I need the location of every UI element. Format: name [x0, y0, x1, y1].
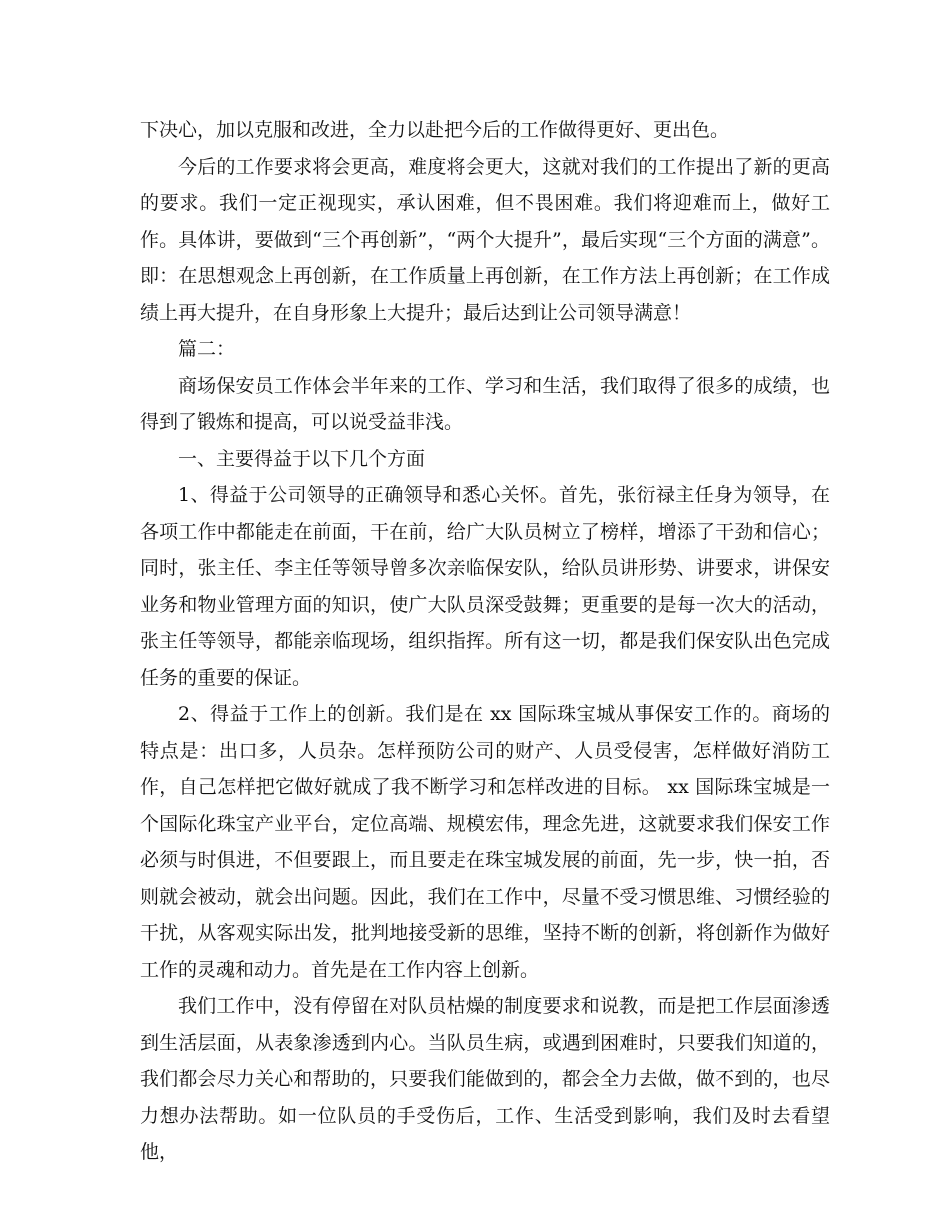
- section-heading-part-two: 篇二：: [178, 338, 236, 360]
- paragraph-point-2: 2、得益于工作上的创新。我们是在 xx 国际珠宝城从事保安工作的。商场的特点是：出口多，人员杂。怎样预防公司的财产、人员受侵害，怎样做好消防工作，自己怎样把它做好就成了我不断学习和怎样改进的目标。 xx 国际珠宝城是一个国际化珠宝产业平台，定位高端、规模宏伟，理念先进，这就要求我们保安工作必须与时俱进，不但要跟上，而且要走在珠宝城发展的前面，先一步，快一拍，否则就会被动，就会出问题。因此，我们在工作中，尽量不受习惯思维、习惯经验的干扰，从客观实际出发，批判地接受新的思维，坚持不断的创新，将创新作为做好工作的灵魂和动力。首先是在工作内容上创新。: [140, 703, 830, 981]
- paragraph-continuation: 下决心，加以克服和改进，全力以赴把今后的工作做得更好、更出色。: [140, 119, 730, 141]
- document-body: [140, 112, 830, 1171]
- paragraph-requirements: 今后的工作要求将会更高，难度将会更大，这就对我们的工作提出了新的更高的要求。我们一定正视现实，承认困难，但不畏困难。我们将迎难而上，做好工作。具体讲，要做到“三个再创新”，“两个大提升”，最后实现“三个方面的满意”。即：在思想观念上再创新，在工作质量上再创新，在工作方法上再创新；在工作成绩上再大提升，在自身形象上大提升；最后达到让公司领导满意！: [140, 155, 830, 324]
- paragraph-intro: 商场保安员工作体会半年来的工作、学习和生活，我们取得了很多的成绩，也得到了锻炼和提高，可以说受益非浅。: [140, 374, 830, 433]
- paragraph-point-1: 1、得益于公司领导的正确领导和悉心关怀。首先，张衍禄主任身为领导，在各项工作中都能走在前面，干在前，给广大队员树立了榜样，增添了干劲和信心；同时，张主任、李主任等领导曾多次亲临保安队，给队员讲形势、讲要求，讲保安业务和物业管理方面的知识，使广大队员深受鼓舞；更重要的是每一次大的活动，张主任等领导，都能亲临现场，组织指挥。所有这一切，都是我们保安队出色完成任务的重要的保证。: [140, 484, 830, 689]
- section-heading-benefits: 一、主要得益于以下几个方面: [178, 447, 426, 470]
- paragraph-care: 我们工作中，没有停留在对队员枯燥的制度要求和说教，而是把工作层面渗透到生活层面，从表象渗透到内心。当队员生病，或遇到困难时，只要我们知道的，我们都会尽力关心和帮助的，只要我们能做到的，都会全力去做，做不到的，也尽力想办法帮助。如一位队员的手受伤后，工作、生活受到影响，我们及时去看望他，: [140, 995, 830, 1163]
